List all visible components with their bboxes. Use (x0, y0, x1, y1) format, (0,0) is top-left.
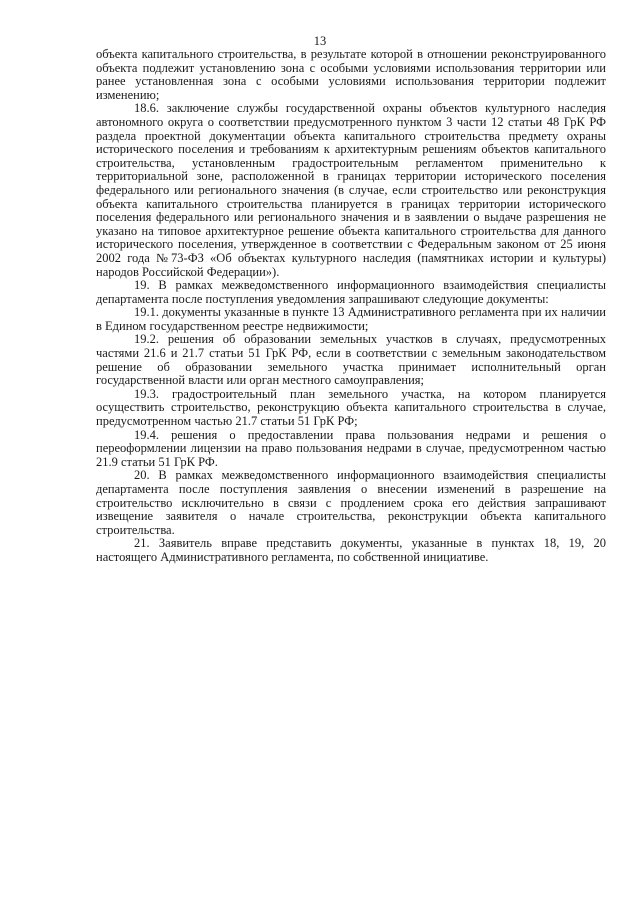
paragraph-20: 20. В рамках межведомственного информационного взаимодействия специалисты департамента после поступления заявления о внесении изменений в разрешение на строительство исключительно в связи с продлением срока его действия запрашивают извещение заявителя о начале строительства, реконструкции объекта капитального строительства. (96, 468, 606, 537)
paragraph-18-6: 18.6. заключение службы государственной охраны объектов культурного наследия автономного округа о соответствии предусмотренного пунктом 3 части 12 статьи 48 ГрК РФ раздела проектной документации объекта капитального строительства предмету охраны исторического поселения и требованиям к архитектурным решениям объектов капитального строительства, установленным градостроительным регламентом применительно к территориальной зоне, расположенной в границах территории исторического поселения федерального или регионального значения (в случае, если строительство или реконструкция объекта капитального строительства планируется в границах территории исторического поселения федерального или регионального значения и в заявлении о выдаче разрешения не указано на типовое архитектурное решение объекта капитального строительства для данного исторического поселения, утвержденное в соответствии с Федеральным законом от 25 июня 2002 года №73-ФЗ «Об объектах культурного наследия (памятниках истории и культуры) народов Российской Федерации»). (96, 101, 606, 279)
paragraph-19-2: 19.2. решения об образовании земельных участков в случаях, предусмотренных частями 21.6 и 21.7 статьи 51 ГрК РФ, если в соответствии с земельным законодательством решение об образовании земельного участка принимает исполнительный орган государственной власти или орган местного самоуправления; (96, 332, 606, 388)
paragraph-19-4: 19.4. решения о предоставлении права пользования недрами и решения о переоформлении лицензии на право пользования недрами в случае, предусмотренном частью 21.9 статьи 51 ГрК РФ. (96, 427, 606, 469)
paragraph-21: 21. Заявитель вправе представить документы, указанные в пунктах 18, 19, 20 настоящего Административного регламента, по собственной инициативе. (96, 536, 606, 564)
document-body (96, 48, 606, 565)
paragraph-continuation: объекта капитального строительства, в результате которой в отношении реконструированного объекта подлежит установлению зона с особыми условиями использования территории или ранее установленная зона с особыми условиями использования территории подлежит изменению; (96, 47, 606, 102)
page-number: 13 (313, 34, 327, 48)
paragraph-19: 19. В рамках межведомственного информационного взаимодействия специалисты департамента после поступления уведомления запрашивают следующие документы: (96, 278, 606, 306)
paragraph-19-1: 19.1. документы указанные в пункте 13 Административного регламента при их наличии в Едином государственном реестре недвижимости; (96, 305, 606, 333)
paragraph-19-3: 19.3. градостроительный план земельного участка, на котором планируется осуществить строительство, реконструкцию объекта капитального строительства в случае, предусмотренном частью 21.7 статьи 51 ГрК РФ; (96, 386, 606, 429)
